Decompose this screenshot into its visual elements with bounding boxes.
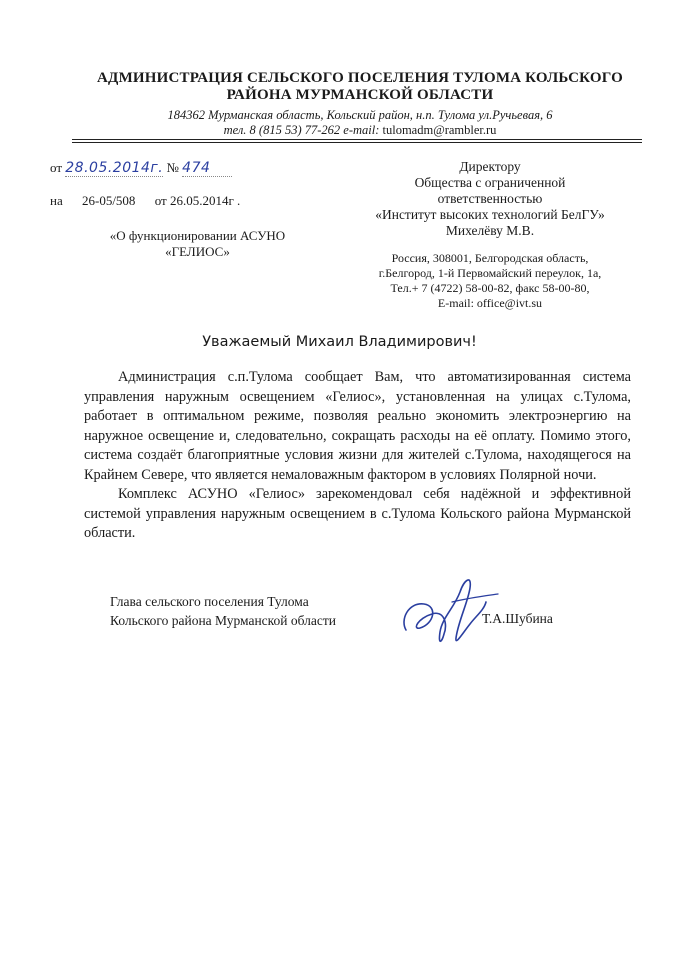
email-label: e-mail:	[343, 123, 380, 137]
organization-email: tulomadm@rambler.ru	[382, 123, 497, 137]
recipient-block	[330, 159, 650, 239]
signatory-title	[110, 592, 336, 630]
reply-date: от 26.05.2014г .	[154, 193, 241, 208]
recipient-line1: Директору	[459, 159, 521, 174]
recipient-line5: Михелёву М.В.	[445, 223, 535, 238]
recipient-line4: «Институт высоких технологий БелГУ»	[375, 207, 605, 222]
body-paragraph-1: Администрация с.п.Тулома сообщает Вам, что автоматизированная система управления наружным освещением «Гелиос», установленная на улицах с.Тулома, работает в оптимальном режиме, позволяя реально экономить электроэнергию на наружное освещение и, следовательно, сокращать расходы на её оплату. Помимо этого, система создаёт благоприятные условия жизни для жителей с.Тулома, находящегося на Крайнем Севере, что является немаловажным фактором в условиях Полярной ночи.	[84, 369, 631, 483]
organization-name-line1: АДМИНИСТРАЦИЯ СЕЛЬСКОГО ПОСЕЛЕНИЯ ТУЛОМА КОЛЬСКОГО	[97, 70, 623, 86]
reply-number: 26-05/508	[81, 193, 136, 208]
header-divider-thin	[72, 142, 642, 143]
from-label: от	[50, 160, 63, 175]
organization-contacts	[60, 108, 660, 138]
organization-phone: тел. 8 (815 53) 77-262	[223, 123, 341, 137]
to-label: на	[50, 193, 63, 208]
header-divider-thick	[72, 139, 642, 140]
recipient-email: E-mail: office@ivt.su	[437, 296, 543, 310]
organization-name-line2: РАЙОНА МУРМАНСКОЙ ОБЛАСТИ	[226, 87, 494, 103]
incoming-reference	[50, 193, 240, 209]
recipient-address2: г.Белгород, 1-й Первомайский переулок, 1а,	[378, 266, 602, 280]
organization-address: 184362 Мурманская область, Кольский район, н.п. Тулома ул.Ручьевая, 6	[167, 108, 553, 122]
handwritten-number: 474	[182, 160, 232, 177]
recipient-address1: Россия, 308001, Белгородская область,	[391, 251, 589, 265]
recipient-phone: Тел.+ 7 (4722) 58-00-82, факс 58-00-80,	[390, 281, 590, 295]
body-paragraph-2: Комплекс АСУНО «Гелиос» зарекомендовал себя надёжной и эффективной системой управления наружным освещением в с.Тулома Кольского района Мурманской области.	[84, 486, 631, 541]
number-label: №	[166, 160, 179, 175]
handwritten-date: 28.05.2014г.	[65, 160, 164, 176]
organization-phone-email	[60, 123, 660, 138]
subject-line1: «О функционировании АСУНО	[109, 228, 286, 243]
signatory-name: Т.А.Шубина	[482, 611, 553, 626]
recipient-address	[330, 251, 650, 311]
letter-body	[84, 368, 631, 544]
greeting: Уважаемый Михаил Владимирович!	[202, 334, 477, 350]
recipient-line2: Общества с ограниченной	[414, 175, 566, 190]
subject-line2: «ГЕЛИОС»	[165, 244, 230, 259]
recipient-line3: ответственностью	[437, 191, 543, 206]
outgoing-reference	[50, 160, 232, 177]
signatory-title-line1: Глава сельского поселения Тулома	[110, 594, 309, 609]
letter-subject	[85, 228, 310, 260]
organization-name	[60, 70, 660, 104]
signatory-title-line2: Кольского района Мурманской области	[110, 613, 337, 628]
